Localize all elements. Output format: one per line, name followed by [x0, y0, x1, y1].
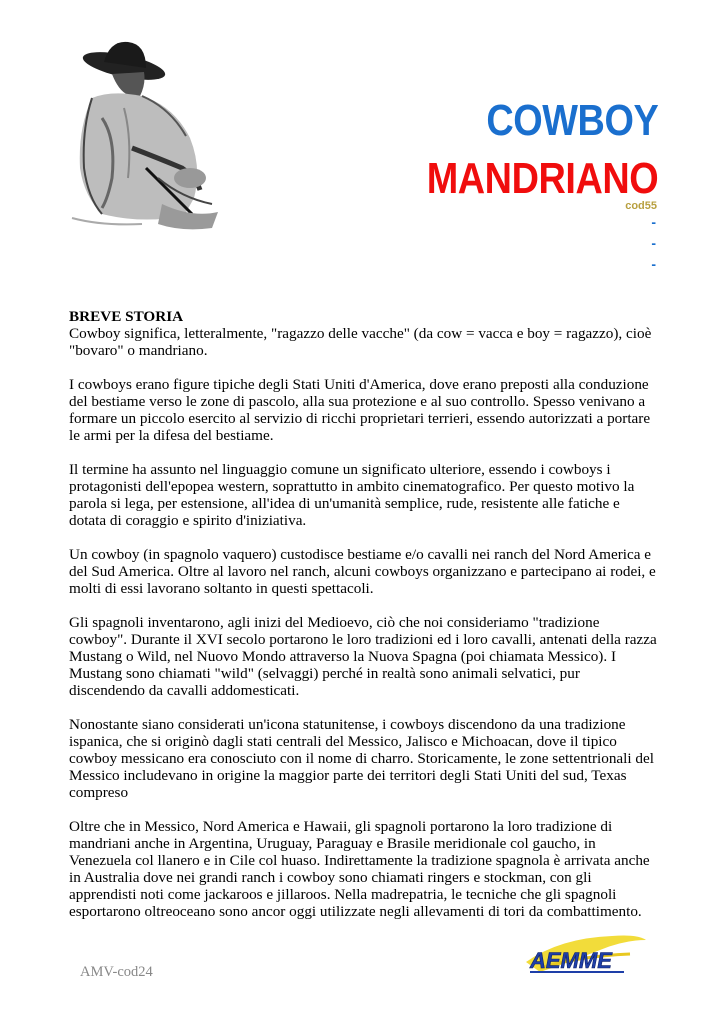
- dash-marker: -: [651, 214, 656, 230]
- cowboy-sketch-image: [62, 28, 222, 233]
- paragraph: Oltre che in Messico, Nord America e Hawaii, gli spagnoli portarono la loro tradizione di mandriani anche in Argentina, Uruguay, Paraguay e Brasile meridionale col gaucho, in Venezuela col llanero e in Cile col huaso. Indirettamente la tradizione spagnola è arrivata anche in Australia dove nei grandi ranch i cowboy sono chiamati ringers e stockman, con gli apprendisti noti come jackaroos e jillaroos. Nella madrepatria, le tecniche che gli spagnoli esportarono oltreoceano sono ancor oggi utilizzate negli allevamenti di tori da combattimento.: [69, 818, 650, 920]
- title-cowboy: COWBOY: [486, 96, 658, 145]
- paragraph: I cowboys erano figure tipiche degli Stati Uniti d'America, dove erano preposti alla conduzione del bestiame verso le zone di pascolo, alla sua protezione e al suo controllo. Spesso venivano a formare un piccolo esercito al servizio di ricchi proprietari terrieri, essendo autorizzati a portare le armi per la difesa del bestiame.: [69, 376, 651, 444]
- paragraph: Gli spagnoli inventarono, agli inizi del Medioevo, ciò che noi consideriamo "tradizione cowboy". Durante il XVI secolo portarono le loro tradizioni ed i loro cavalli, antenati della razza Mustang o Wild, nel Nuovo Mondo attraverso la Nuova Spagna (poi chiamata Messico). I Mustang sono chiamati "wild" (selvaggi) perché in realtà sono animali selvatici, pur discendendo da cavalli addomesticati.: [69, 614, 657, 699]
- dash-marker: -: [651, 256, 656, 272]
- paragraph: Nonostante siano considerati un'icona statunitense, i cowboys discendono da una tradizione ispanica, che si originò dagli stati centrali del Messico, Jalisco e Michoacan, dove il tipico cowboy messicano era conosciuto con il nome di charro. Storicamente, le zone settentrionali del Messico includevano in origine la maggior parte dei territori degli Stati Uniti del sud, Texas compreso: [69, 716, 654, 801]
- dash-marker: -: [651, 235, 656, 251]
- document-title: [426, 92, 658, 208]
- logo-text: AEMME: [530, 948, 612, 973]
- paragraph: Il termine ha assunto nel linguaggio comune un significato ulteriore, essendo i cowboys i protagonisti dell'epopea western, soprattutto in ambito cinematografico. Per questo motivo la parola si lega, per estensione, all'idea di un'umanità semplice, rude, resistente alle fatiche e dotata di coraggio e spirito d'iniziativa.: [69, 461, 635, 529]
- aemme-logo: [520, 928, 650, 980]
- document-code: cod55: [625, 200, 657, 212]
- article-body: [69, 308, 659, 937]
- section-heading: BREVE STORIA: [69, 308, 184, 325]
- footer-code: AMV-cod24: [80, 964, 153, 980]
- title-mandriano: MANDRIANO: [426, 154, 658, 203]
- paragraph: Cowboy significa, letteralmente, "ragazzo delle vacche" (da cow = vacca e boy = ragazzo), cioè "bovaro" o mandriano.: [69, 325, 652, 359]
- paragraph: Un cowboy (in spagnolo vaquero) custodisce bestiame e/o cavalli nei ranch del Nord America e del Sud America. Oltre al lavoro nel ranch, alcuni cowboys organizzano e partecipano ai rodei, e molti di essi lavorano soltanto in questi spettacoli.: [69, 546, 656, 597]
